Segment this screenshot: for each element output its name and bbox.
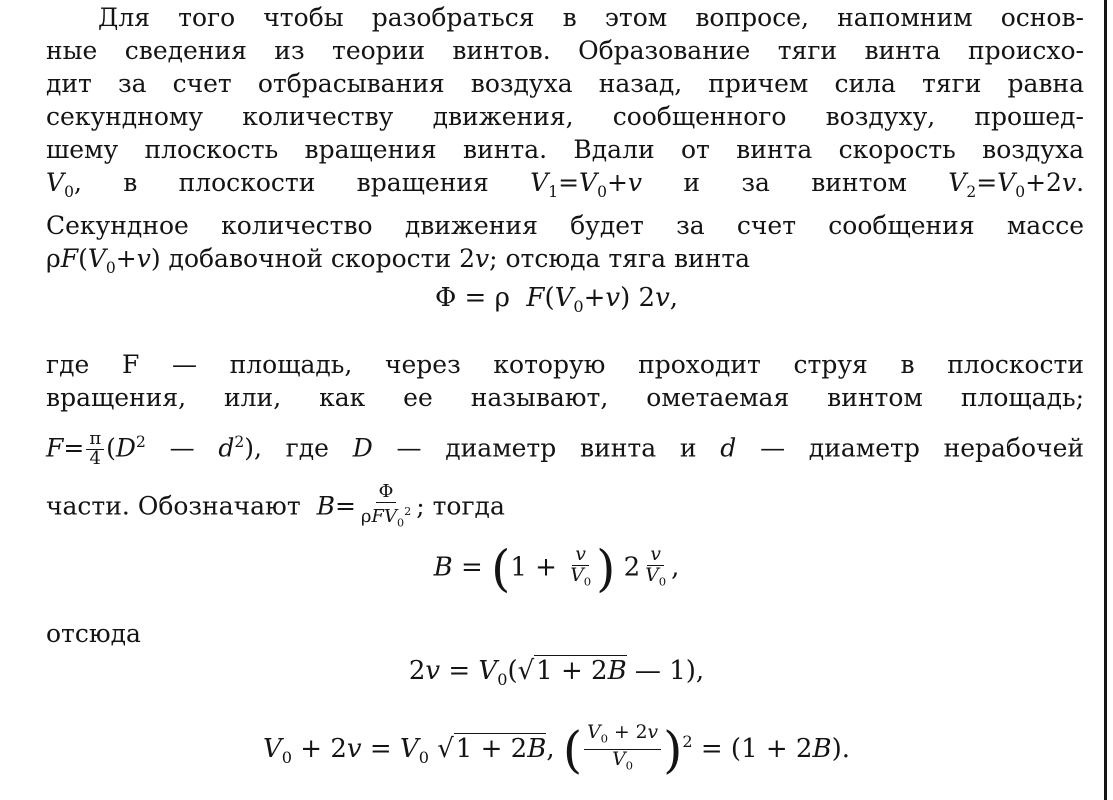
text-line: Для того чтобы разобраться в этом вопросе, напомним основ- — [98, 3, 1084, 32]
equation-thrust: Φ = ρ $F(V_0+v)$ 2v, — [434, 283, 679, 317]
paragraph-area-definition — [46, 348, 1084, 534]
text-line-velocities: $V_0$, в плоскости вращения $V_1=V_0+v$ и за винтом $V_2=V_0+2v$. — [46, 168, 1085, 201]
text-line-area-formula: F= $\frac{\pi}{4}$ ($D^2$ — $d^2$), где D — диаметр винта и d — диаметр нерабочей — [46, 428, 1085, 470]
equation-coefficient-b: B = (1 + $\frac{v}{V_0}$ ) 2 $\frac{v}{V_0}$ , — [433, 539, 680, 598]
word-hence: отсюда — [46, 619, 141, 648]
text-line: дит за счет отбрасывания воздуха назад, причем сила тяги равна — [46, 69, 1084, 98]
equation-slipstream-velocity: $V_0 + 2v = V_0$ √1 + 2B, ( $\frac{V_0 + 2v}{V_0}$ )$^2$ = (1 + 2B). — [263, 720, 850, 779]
equation-induced-velocity: $2v = V_0(√1 + 2B$ — 1), — [408, 656, 705, 690]
text-line: где F — площадь, через которую проходит струя в плоскости — [46, 350, 1084, 379]
text-line-mass: $\rho F(V_0+v)$ добавочной скорости 2v; отсюда тяга винта — [46, 244, 751, 277]
text-line: шему плоскость вращения винта. Вдали от винта скорость воздуха — [46, 135, 1084, 164]
text-line: вращения, или, как ее называют, ометаемая винтом площадь; — [46, 383, 1084, 412]
text-line: Секундное количество движения будет за счет сообщения массе — [46, 211, 1084, 240]
text-line-coefficient-definition: части. Обозначают B= $\frac{\Phi}{\rho FV_0^2}$ ; тогда — [46, 481, 505, 530]
text-line: секундному количеству движения, сообщенного воздуху, прошед- — [46, 102, 1084, 131]
paragraph-theory-of-propellers — [46, 1, 1084, 285]
text-line: ные сведения из теории винтов. Образование тяги винта происхо- — [46, 36, 1084, 65]
